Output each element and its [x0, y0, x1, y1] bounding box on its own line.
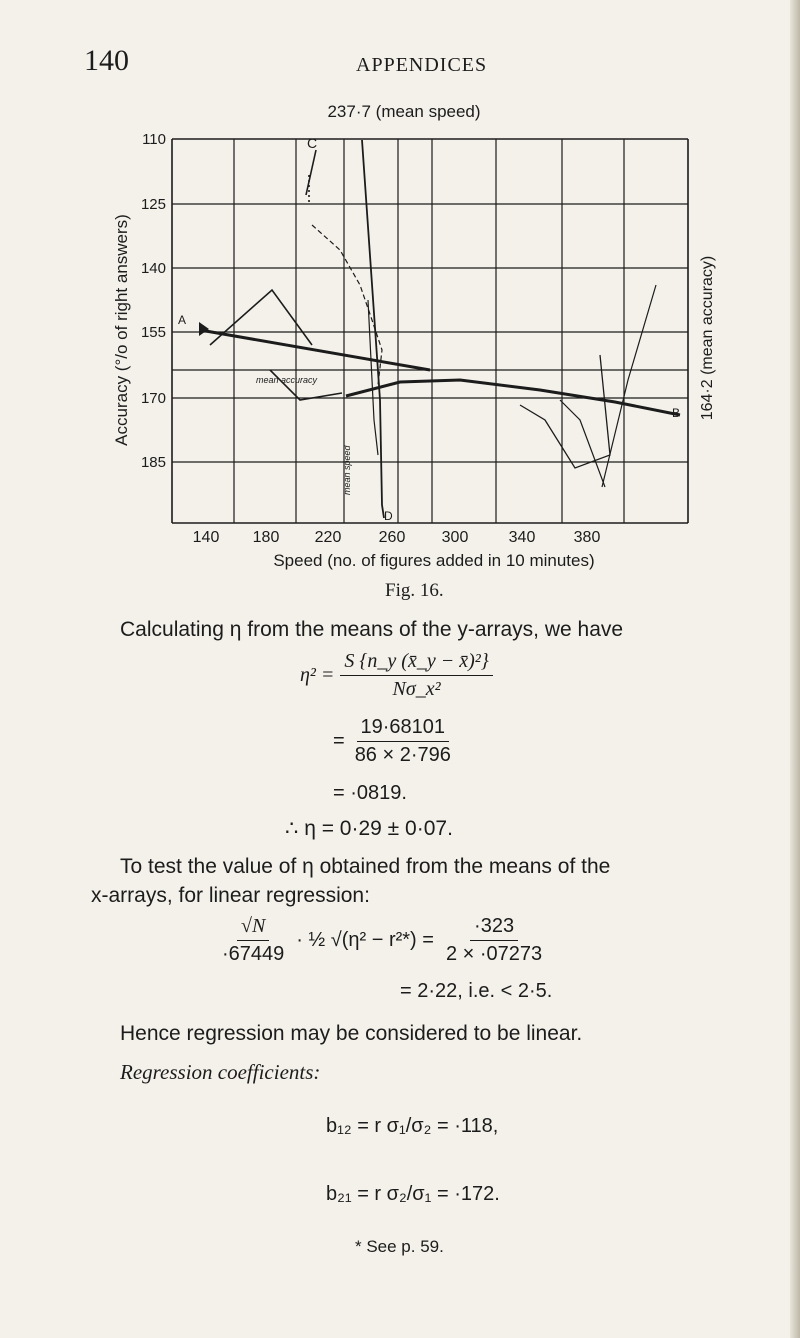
label-mean-speed: mean speed [342, 445, 352, 495]
chart-title: 237·7 (mean speed) [327, 102, 481, 121]
equation-b21: b₂₁ = r σ₂/σ₁ = ·172. [326, 1183, 500, 1205]
label-c: C [307, 135, 318, 151]
chart-ticks [141, 131, 600, 546]
x-tick-label: 380 [573, 529, 601, 546]
x-tick-label: 140 [192, 529, 220, 546]
curve-c [306, 150, 316, 195]
y-axis-label: Accuracy (°/o of right answers) [112, 214, 131, 446]
equation-linearity-test: $\frac{√N}{\cdot 67449}$ · ½ √(η² − r²*) = $\frac{\cdot 323}{2 \times \cdot 07273}$ [222, 915, 543, 965]
y-tick-label: 185 [140, 454, 166, 471]
paragraph-calculating: Calculating η from the means of the y-arrays, we have [120, 618, 624, 641]
paragraph-hence: Hence regression may be considered to be linear. [120, 1022, 583, 1045]
right-axis-label: 164·2 (mean accuracy) [699, 255, 716, 421]
page-number: 140 [84, 44, 129, 77]
y-tick-label: 155 [140, 324, 166, 341]
curve-right [520, 355, 610, 468]
x-tick-label: 300 [441, 529, 469, 546]
y-tick-label: 110 [142, 131, 166, 148]
equation-numeric-fraction: = $\frac{19\cdot 68101}{86 \times 2\cdot 796}$ [333, 716, 451, 766]
y-tick-label: 140 [140, 260, 166, 277]
equation-result: = ·0819. [333, 782, 407, 804]
equation-eta-squared: η² = $\frac{\text{S \{n\_y (x̄\_y − x̄)²\}}}{\text{Nσ\_x²}}$ [300, 650, 493, 701]
paragraph-test-line1: To test the value of η obtained from the means of the [120, 855, 611, 878]
equation-test-result: = 2·22, i.e. < 2·5. [400, 980, 553, 1002]
running-head: APPENDICES [356, 54, 488, 76]
y-tick-label: 125 [140, 196, 166, 213]
label-d: D [384, 509, 393, 523]
label-b: B [672, 406, 681, 420]
equation-b12: b₁₂ = r σ₁/σ₂ = ·118, [326, 1115, 499, 1137]
chart-grid [172, 139, 688, 523]
curve-b-upper [602, 285, 656, 487]
arrow-a-marker [199, 322, 209, 336]
figure-caption: Fig. 16. [385, 580, 444, 601]
label-mean-accuracy: mean accuracy [256, 375, 318, 385]
x-tick-label: 340 [508, 529, 536, 546]
curve-b-lower [560, 400, 605, 487]
footnote: * See p. 59. [355, 1237, 444, 1256]
label-a: A [178, 313, 187, 327]
y-tick-label: 170 [140, 390, 166, 407]
figure-16-chart [0, 0, 800, 600]
x-tick-label: 180 [252, 529, 280, 546]
x-tick-label: 220 [314, 529, 342, 546]
curve-d [362, 140, 384, 518]
x-tick-label: 260 [378, 529, 406, 546]
x-axis-label: Speed (no. of figures added in 10 minutes) [273, 551, 595, 570]
paragraph-test-line2: x-arrays, for linear regression: [91, 884, 370, 907]
curve-a [210, 290, 312, 345]
curve-d-inner [368, 300, 378, 455]
heading-regression-coefficients: Regression coefficients: [120, 1060, 321, 1084]
equation-eta-value: ∴ η = 0·29 ± 0·07. [285, 817, 453, 840]
